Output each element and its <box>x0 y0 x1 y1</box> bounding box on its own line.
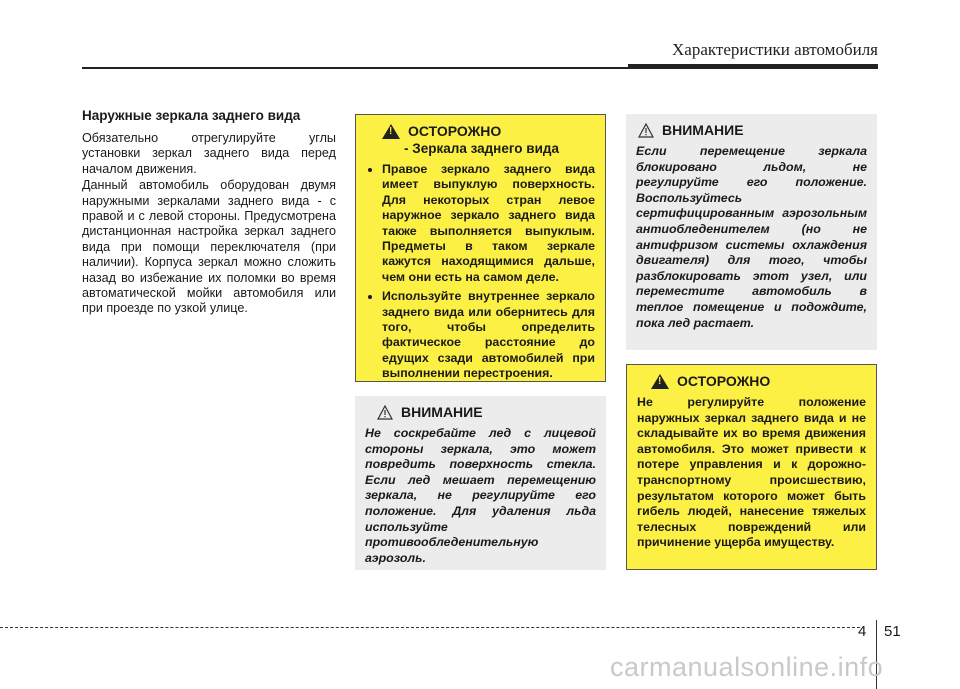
mirrors-section <box>82 108 336 318</box>
list-item: • Используйте внутреннее зеркало заднего вида или обернитесь для того, чтобы определить фактическое расстояние до едущих сзади автомобилей при выполнении перестроения. <box>382 289 595 381</box>
warning-triangle-icon <box>382 124 400 139</box>
warning-bullet-list <box>368 162 595 382</box>
caution-box-frozen-mirror <box>626 114 877 350</box>
warning-heading-text: ОСТОРОЖНО <box>408 123 502 139</box>
watermark: carmanualsonline.info <box>610 652 884 682</box>
warning-subheading: - Зеркала заднего вида <box>404 141 559 156</box>
caution-heading-text: ВНИМАНИЕ <box>401 404 483 420</box>
caution-text: Если перемещение зеркала блокировано льдом, не регулируйте его положение. Воспользуйтесь сертифицированным аэрозольным антиобледенителем (но не антифризом системы охлаждения двигателя) для того, чтобы разблокировать этот узел, или переместите автомобиль в теплое помещение и подождите, пока лед растает. <box>636 144 867 330</box>
warning-heading-text: ОСТОРОЖНО <box>677 373 771 389</box>
caution-heading <box>365 404 596 420</box>
page-number: 51 <box>884 623 901 640</box>
caution-heading-text: ВНИМАНИЕ <box>662 122 744 138</box>
warning-heading <box>368 123 595 139</box>
caution-heading <box>636 122 867 138</box>
page-header-title: Характеристики автомобиля <box>672 40 878 59</box>
footer-rule <box>0 627 860 629</box>
warning-box-mirrors <box>355 114 606 382</box>
paragraph: Данный автомобиль оборудован двумя наружными зеркалами заднего вида - с правой и с левой стороны. Предусмотрена дистанционная настройка зеркал заднего вида при помощи переключателя (при наличии). Корпуса зеркал можно сложить назад во избежание их поломки во время автоматической мойки автомобиля или при проезде по узкой улице. <box>82 178 336 316</box>
chapter-number: 4 <box>858 623 867 640</box>
list-item: • Правое зеркало заднего вида имеет выпуклую поверхность. Для некоторых стран левое наружное зеркало заднего вида также выполняется выпуклым. Предметы в таком зеркале кажутся находящимися дальше, чем они есть на самом деле. <box>382 162 595 285</box>
section-title: Наружные зеркала заднего вида <box>82 108 301 123</box>
warning-triangle-icon <box>651 374 669 389</box>
caution-triangle-icon <box>377 405 393 420</box>
paragraph: Обязательно отрегулируйте углы установки зеркал заднего вида перед началом движения. <box>82 131 336 176</box>
warning-heading <box>637 373 866 389</box>
caution-text: Не соскребайте лед с лицевой стороны зеркала, это может повредить поверхность стекла. Если лед мешает перемещению зеркала, не регулируйте его положение. Для удаления льда используйте противообледенительную аэрозоль. <box>365 426 596 565</box>
caution-triangle-icon <box>638 123 654 138</box>
header-rule-accent <box>628 64 878 69</box>
caution-box-ice <box>355 396 606 570</box>
warning-box-driving <box>626 364 877 570</box>
warning-text: Не регулируйте положение наружных зеркал заднего вида и не складывайте их во время движения автомобиля. Это может привести к потере управления и к дорожно-транспортному происшествию, результатом которого может быть гибель людей, нанесение тяжелых телесных повреждений или причинение ущерба имуществу. <box>637 395 866 550</box>
